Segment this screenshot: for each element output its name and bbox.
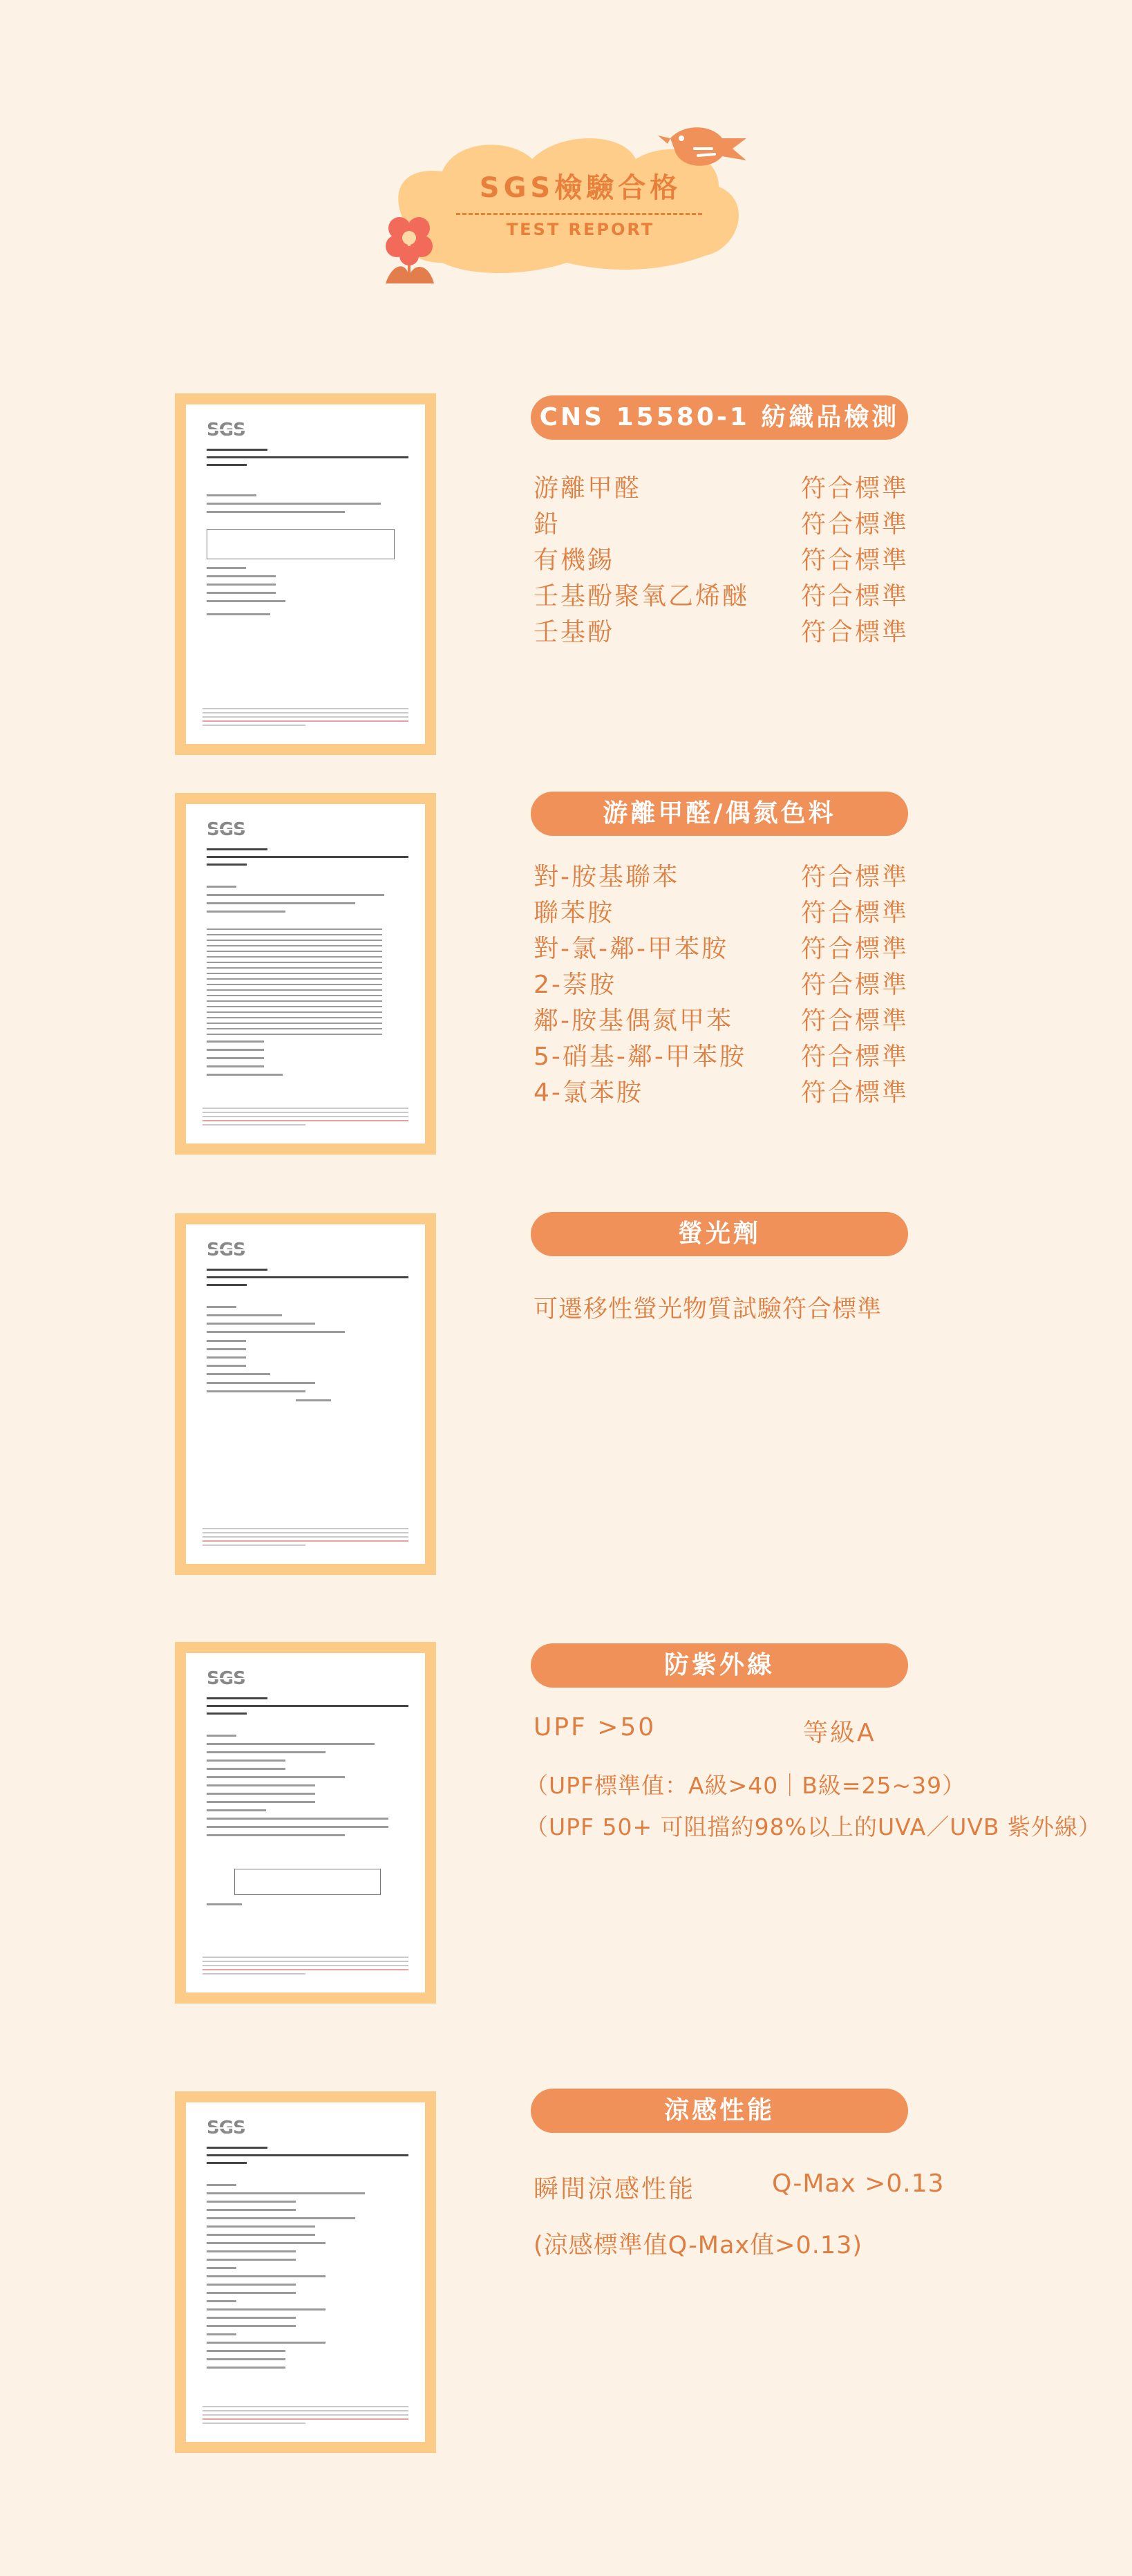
result-row — [534, 965, 921, 1001]
report-header-lines — [207, 2147, 408, 2169]
report-header-lines — [207, 1697, 408, 1720]
report-footer — [202, 2406, 408, 2427]
test-report-image-2 — [175, 793, 436, 1155]
result-row — [534, 577, 921, 613]
item-name: 2-萘胺 — [534, 971, 616, 999]
badge-title: SGS檢驗合格 — [479, 172, 682, 204]
report-paper — [186, 1224, 425, 1564]
item-name: 5-硝基-鄰-甲苯胺 — [534, 1043, 746, 1071]
test-report-image-4 — [175, 1642, 436, 2004]
report-header-lines — [207, 848, 408, 871]
report-paper — [186, 1653, 425, 1992]
item-name: 鄰-胺基偶氮甲苯 — [534, 1007, 733, 1035]
item-name: 有機錫 — [534, 546, 615, 575]
result-row — [534, 893, 921, 929]
report-text-lines — [207, 1306, 404, 1408]
sgs-logo: SGS — [207, 420, 245, 440]
sgs-logo: SGS — [207, 1240, 245, 1260]
sgs-logo: SGS — [207, 2118, 245, 2138]
item-name: 聯苯胺 — [534, 899, 615, 927]
result-row — [534, 1001, 921, 1037]
badge-divider — [456, 213, 702, 215]
result-row — [534, 857, 921, 893]
item-name: 壬基酚 — [534, 618, 615, 646]
section-title-cns: CNS 15580-1 紡織品檢測 — [531, 395, 908, 440]
item-result: 符合標準 — [800, 1079, 909, 1107]
report-text-lines — [207, 494, 404, 519]
item-result: Q-Max >0.13 — [772, 2169, 945, 2198]
result-row — [534, 505, 921, 541]
result-row — [534, 929, 921, 965]
report-text-lines — [207, 1903, 404, 1912]
report-text-lines — [207, 2184, 404, 2375]
report-header-lines — [207, 449, 408, 472]
result-row — [534, 541, 921, 577]
report-paper — [186, 2102, 425, 2442]
section-title-cooling: 涼感性能 — [531, 2089, 908, 2133]
report-text-lines — [207, 1735, 404, 1842]
item-name: 壬基酚聚氧乙烯醚 — [534, 582, 750, 610]
test-report-image-1 — [175, 393, 436, 755]
report-paper — [186, 804, 425, 1144]
item-result: 符合標準 — [800, 1043, 909, 1071]
item-name: 4-氯苯胺 — [534, 1079, 643, 1107]
item-result: 符合標準 — [800, 510, 909, 539]
item-result: 符合標準 — [800, 863, 909, 891]
item-name: 鉛 — [534, 510, 561, 539]
report-header-lines — [207, 1269, 408, 1291]
report-footer — [202, 1528, 408, 1549]
item-name: 對-氯-鄰-甲苯胺 — [534, 935, 728, 963]
section-title-uv: 防紫外線 — [531, 1643, 908, 1688]
report-paper — [186, 404, 425, 744]
item-result: 符合標準 — [800, 618, 909, 646]
header-badge — [373, 111, 760, 290]
result-row — [534, 1037, 921, 1073]
report-text-lines — [207, 567, 404, 622]
section-title-azo: 游離甲醛/偶氮色料 — [531, 792, 908, 836]
report-table — [234, 1869, 381, 1895]
report-data-table — [207, 928, 397, 1082]
report-footer — [202, 708, 408, 729]
fluorescent-result-text: 可遷移性螢光物質試驗符合標準 — [534, 1296, 883, 1323]
result-row — [534, 469, 921, 505]
report-footer — [202, 1108, 408, 1128]
item-result: 符合標準 — [800, 899, 909, 927]
sgs-logo: SGS — [207, 1668, 245, 1689]
sgs-logo: SGS — [207, 819, 245, 840]
cooling-note: (涼感標準值Q-Max值>0.13) — [534, 2232, 863, 2259]
item-result: 符合標準 — [800, 1007, 909, 1035]
item-name: 游離甲醛 — [534, 474, 642, 503]
report-text-lines — [207, 886, 404, 919]
result-row — [534, 1713, 921, 1749]
report-footer — [202, 1957, 408, 1977]
item-result: 等級A — [803, 1719, 876, 1747]
flower-icon — [379, 207, 441, 290]
item-result: 符合標準 — [800, 546, 909, 575]
report-table — [207, 529, 395, 559]
item-result: 符合標準 — [800, 474, 909, 503]
item-name: 瞬間涼感性能 — [534, 2175, 696, 2203]
item-result: 符合標準 — [800, 935, 909, 963]
test-report-image-5 — [175, 2091, 436, 2453]
item-name: UPF >50 — [534, 1713, 657, 1742]
badge-subtitle: TEST REPORT — [506, 220, 655, 239]
result-row — [534, 2169, 945, 2205]
test-report-image-3 — [175, 1213, 436, 1575]
result-row — [534, 1073, 921, 1109]
result-row — [534, 613, 921, 648]
item-name: 對-胺基聯苯 — [534, 863, 679, 891]
item-result: 符合標準 — [800, 582, 909, 610]
item-result: 符合標準 — [800, 971, 909, 999]
section-title-fluorescent: 螢光劑 — [531, 1212, 908, 1256]
uv-note-1: （UPF標準值：A級>40｜B級=25~39） — [525, 1772, 966, 1799]
uv-note-2: （UPF 50+ 可阻擋約98%以上的UVA／UVB 紫外線） — [525, 1813, 1102, 1840]
